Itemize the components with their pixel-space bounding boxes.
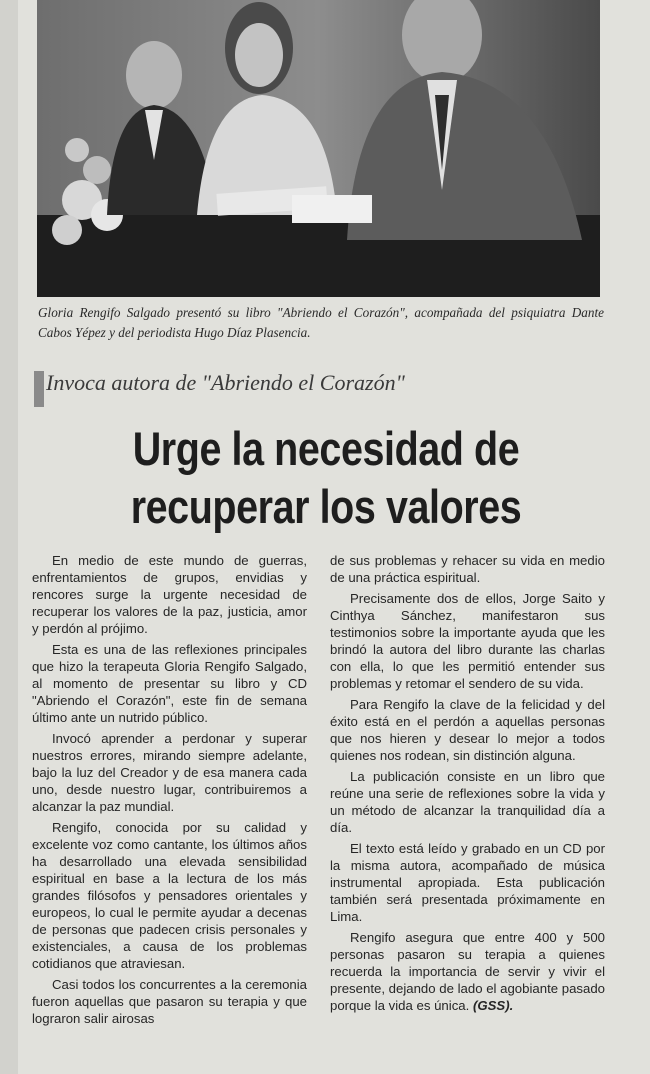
photo-image bbox=[37, 0, 600, 297]
news-photo bbox=[37, 0, 600, 297]
headline-line-2: recuperar los valores bbox=[130, 480, 522, 533]
paragraph-text: Rengifo asegura que entre 400 y 500 personas pasaron su terapia a quienes recuerda la importancia de servir y vivir el presente, dejando de lado el agobiante pasado porque la vida es única. bbox=[330, 930, 605, 1013]
kicker-bar bbox=[34, 371, 44, 407]
photo-caption: Gloria Rengifo Salgado presentó su libro "Abriendo el Corazón", acompañada del psiquiatra Dante Cabos Yépez y del periodista Hugo Díaz Plasencia. bbox=[38, 305, 604, 340]
paragraph: de sus problemas y rehacer su vida en medio de una práctica espiritual. bbox=[330, 553, 605, 585]
paragraph: Rengifo, conocida por su calidad y excelente voz como cantante, los últimos años ha desarrollado una elevada sensibilidad espiritual en base a la lectura de los más grandes filósofos y pensadores orientales y europeos, lo cual le permite ayudar a decenas de personas que padecen crisis personales y existenciales, a causa de los problemas cotidianos que atraviesan. bbox=[32, 820, 307, 971]
paragraph: El texto está leído y grabado en un CD por la misma autora, acompañado de música instrumental apropiada. Esta publicación también será presentada próximamente en Lima. bbox=[330, 841, 605, 924]
paragraph: Esta es una de las reflexiones principales que hizo la terapeuta Gloria Rengifo Salgado, al momento de presentar su libro y CD "Abriendo el Corazón", este fin de semana último ante un nutrido público. bbox=[32, 642, 307, 725]
paragraph: La publicación consiste en un libro que reúne una serie de reflexiones sobre la vida y un método de alcanzar la tranquilidad día a día. bbox=[330, 769, 605, 835]
headline bbox=[69, 420, 583, 536]
paragraph-last bbox=[330, 929, 605, 1014]
paragraph: Invocó aprender a perdonar y superar nuestros errores, mirando siempre adelante, bajo la luz del Creador y de esa manera cada uno, desde nuestro lugar, contribuiremos a alcanzar la paz mundial. bbox=[32, 731, 307, 814]
article-right-column bbox=[330, 552, 605, 1018]
kicker: Invoca autora de "Abriendo el Corazón" bbox=[46, 370, 405, 395]
article-left-column bbox=[32, 552, 307, 1031]
paragraph: Casi todos los concurrentes a la ceremonia fueron aquellas que pasaron su terapia y que lograron salir airosas bbox=[32, 977, 307, 1026]
headline-line-1: Urge la necesidad de bbox=[132, 422, 520, 475]
paragraph: Precisamente dos de ellos, Jorge Saito y Cinthya Sánchez, manifestaron sus testimonios sobre la importante ayuda que les brindó la autora del libro durante las charlas con ella, lo que les permitió entender sus problemas y retomar el sendero de su vida. bbox=[330, 591, 605, 691]
paragraph: Para Rengifo la clave de la felicidad y del éxito está en el perdón a aquellas personas que nos hieren y desear lo mejor a todos quienes nos rodean, sin distinción alguna. bbox=[330, 697, 605, 763]
paragraph: En medio de este mundo de guerras, enfrentamientos de grupos, envidias y rencores surge la urgente necesidad de recuperar los valores de la paz, justicia, amor y perdón al prójimo. bbox=[32, 553, 307, 636]
author-signature: (GSS). bbox=[472, 998, 514, 1013]
